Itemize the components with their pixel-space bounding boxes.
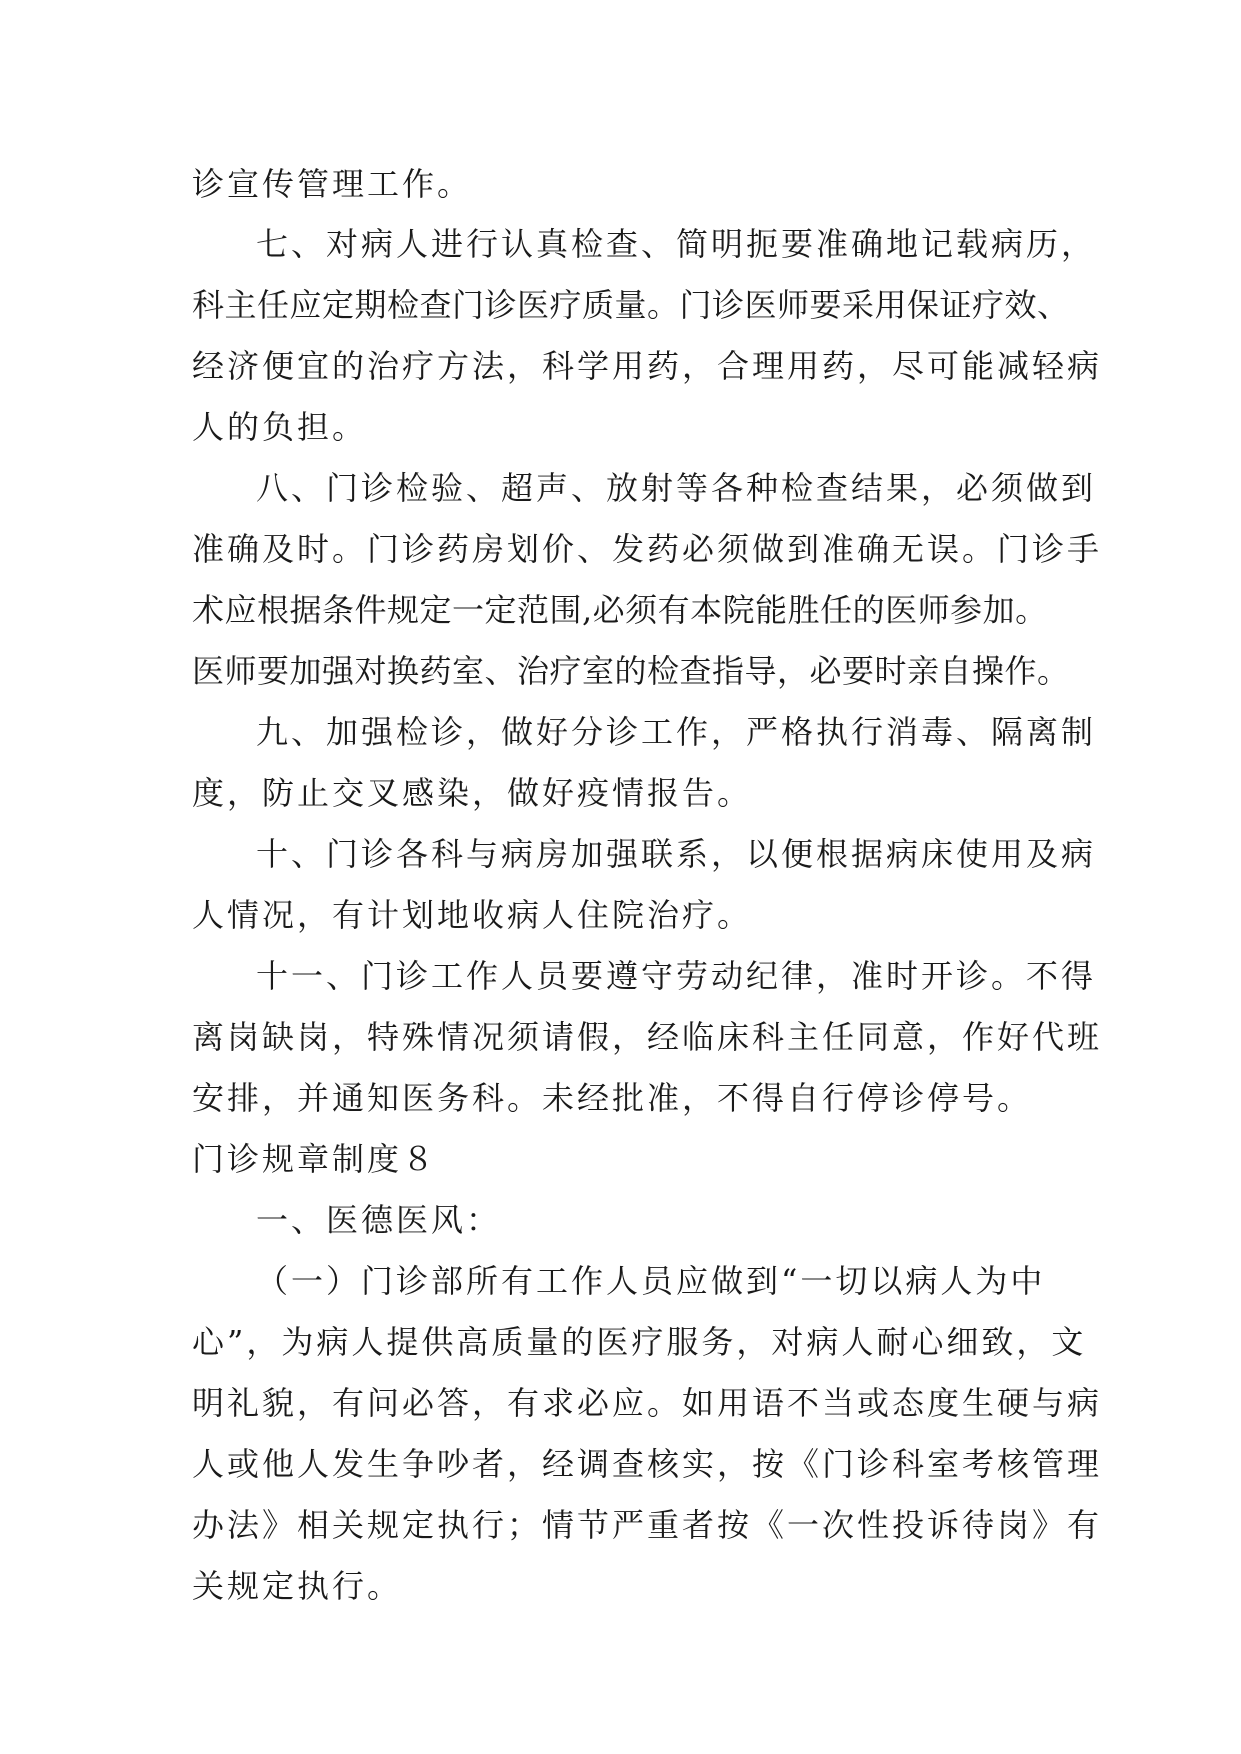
text-line: 术应根据条件规定一定范围,必须有本院能胜任的医师参加。 bbox=[192, 591, 1048, 629]
text-line: 人情况，有计划地收病人住院治疗。 bbox=[192, 896, 753, 934]
text-line: 经济便宜的治疗方法，科学用药，合理用药，尽可能减轻病 bbox=[192, 347, 1103, 385]
text-line: 诊宣传管理工作。 bbox=[192, 165, 473, 203]
paragraph-7-heading: 七、对病人进行认真检查、简明扼要准确地记载病历， bbox=[256, 225, 1097, 263]
paragraph-11-heading: 十一、门诊工作人员要遵守劳动纪律，准时开诊。不得 bbox=[256, 957, 1097, 995]
text-line: 心”，为病人提供高质量的医疗服务，对病人耐心细致，文 bbox=[192, 1323, 1087, 1361]
section-heading: 一、医德医风： bbox=[256, 1201, 502, 1239]
text-line: 准确及时。门诊药房划价、发药必须做到准确无误。门诊手 bbox=[192, 530, 1103, 568]
text-line: 办法》相关规定执行；情节严重者按《一次性投诉待岗》有 bbox=[192, 1506, 1103, 1544]
section-title: 门诊规章制度８ bbox=[192, 1140, 438, 1178]
text-line: 度，防止交叉感染，做好疫情报告。 bbox=[192, 774, 753, 812]
text-line: 安排，并通知医务科。未经批准，不得自行停诊停号。 bbox=[192, 1079, 1033, 1117]
text-line: 科主任应定期检查门诊医疗质量。门诊医师要采用保证疗效、 bbox=[192, 286, 1070, 324]
text-line: 关规定执行。 bbox=[192, 1567, 403, 1605]
paragraph-9-heading: 九、加强检诊，做好分诊工作，严格执行消毒、隔离制 bbox=[256, 713, 1097, 751]
text-line: 离岗缺岗，特殊情况须请假，经临床科主任同意，作好代班 bbox=[192, 1018, 1103, 1056]
text-line: 明礼貌，有问必答，有求必应。如用语不当或态度生硬与病 bbox=[192, 1384, 1103, 1422]
subsection-heading: （一）门诊部所有工作人员应做到“一切以病人为中 bbox=[256, 1262, 1046, 1300]
paragraph-10-heading: 十、门诊各科与病房加强联系，以便根据病床使用及病 bbox=[256, 835, 1097, 873]
paragraph-8-heading: 八、门诊检验、超声、放射等各种检查结果，必须做到 bbox=[256, 469, 1097, 507]
text-line: 人或他人发生争吵者，经调查核实，按《门诊科室考核管理 bbox=[192, 1445, 1103, 1483]
text-line: 医师要加强对换药室、治疗室的检查指导，必要时亲自操作。 bbox=[192, 652, 1070, 690]
text-line: 人的负担。 bbox=[192, 408, 368, 446]
